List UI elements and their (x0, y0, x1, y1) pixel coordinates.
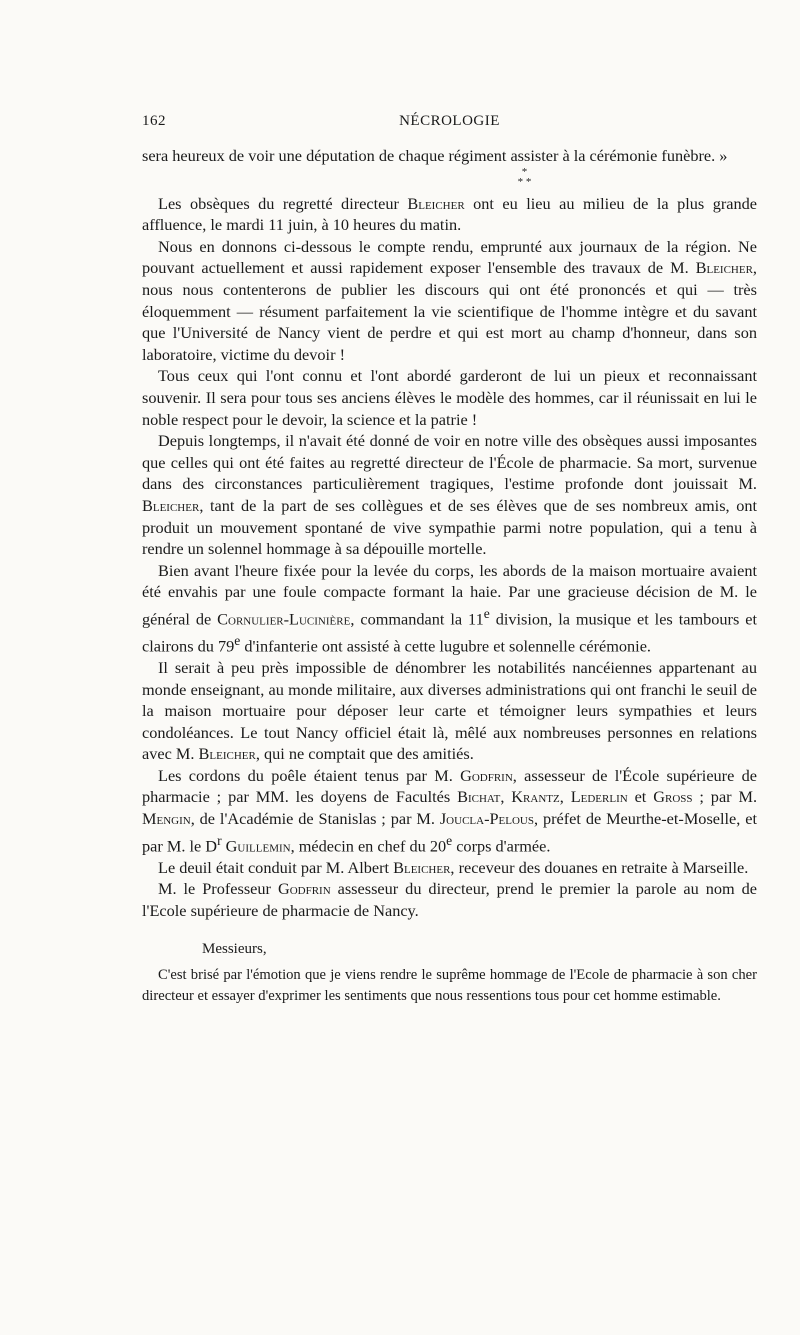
text-segment: , nous nous contenterons de publier les discours qui ont été prononcés et qui — très éloquemment — résument parfaitement la vie scientifique de l'homme intègre et du savant que l'Université de Nancy vient de perdre et qui est mort au champ d'honneur, dans son laboratoire, victime du devoir ! (142, 258, 757, 364)
text-segment: , assesseur de l'École supérieure de pharmacie ; par MM. les doyens de Facultés (142, 765, 757, 807)
paragraph-notabilites (142, 657, 757, 765)
name-mengin: Mengin (142, 809, 191, 829)
text-segment: sera heureux de voir une députation de chaque régiment assister à la cérémonie funèbre. » (142, 146, 728, 165)
text-segment: , receveur des douanes en retraite à Marseille. (450, 857, 749, 877)
text-segment: ont eu lieu au milieu de la plus grande affluence, le mardi 11 juin, à 10 heures du matin. (142, 193, 757, 235)
superscript: r (217, 832, 222, 848)
text-segment: M. le Professeur (158, 879, 278, 899)
text-segment: Le deuil était conduit par M. Albert (158, 857, 394, 877)
paragraph-continued (142, 145, 757, 167)
name-joucla-pelous: Joucla-Pelous (439, 809, 534, 829)
text-segment: Les obsèques du regretté directeur (158, 193, 408, 213)
name-lederlin: Lederlin (570, 787, 628, 807)
text-segment: division, la musique et les tambours et clairons du 79 (142, 609, 757, 656)
name-bleicher: Bleicher (407, 193, 465, 213)
text-segment: , tant de la part de ses collègues et de ses élèves que de ses nombreux amis, ont produit un mouvement spontané de vive sympathie parmi notre population, qui a tenu à rendre un solennel hommage à sa dépouille mortelle. (142, 495, 757, 559)
star-top: * (521, 165, 528, 178)
text-segment: Bien avant l'heure fixée pour la levée du corps, les abords de la maison mortuaire avaient été envahis par une foule compacte formant la haie. Par une gracieuse décision de M. le général de (142, 560, 757, 629)
name-godfrin: Godfrin (277, 879, 331, 899)
text-segment: Les cordons du poêle étaient tenus par M. (158, 765, 461, 785)
text-segment: , commandant la 11 (350, 609, 484, 629)
text-segment: Il serait à peu près impossible de dénombrer les notabilités nancéiennes appartenant au monde enseignant, au monde militaire, aux diverses administrations qui ont franchi le seuil de la maison mortuaire pour déposer leur carte et témoigner leurs sympathies et leurs condoléances. Le tout Nancy officiel était là, mêlé aux nombreuses personnes en relations avec M. (142, 657, 757, 764)
superscript: e (446, 832, 453, 848)
paragraph-souvenir (142, 365, 757, 430)
name-cornulier: Cornulier-Lucinière (217, 609, 351, 629)
text-segment: , (559, 787, 571, 807)
star-bottom: * * (517, 175, 532, 188)
paragraph-compte-rendu (142, 236, 757, 366)
paragraph-imposantes (142, 430, 757, 560)
paragraph-deuil (142, 857, 757, 879)
superscript: e (234, 632, 241, 648)
superscript: e (483, 605, 490, 621)
text-segment: ; par M. (692, 787, 758, 807)
section-separator-stars (142, 167, 757, 189)
running-title: NÉCROLOGIE (399, 113, 500, 129)
paragraph-cordons (142, 765, 757, 857)
name-bleicher: Bleicher (393, 857, 451, 877)
name-bleicher: Bleicher (142, 495, 200, 515)
text-segment: Depuis longtemps, il n'avait été donné de voir en notre ville des obsèques aussi imposantes que celles qui ont été faites au regretté directeur de l'École de pharmacie. Sa mort, survenue dans des circonstances particulièrement tragiques, l'estime profonde dont jouissait M. (142, 431, 757, 494)
page-number: 162 (142, 113, 166, 129)
text-segment: , (500, 787, 512, 807)
name-godfrin: Godfrin (460, 765, 513, 785)
body-text (142, 145, 757, 1006)
name-bichat: Bichat (457, 787, 501, 807)
text-segment: et (627, 787, 654, 807)
text-segment: , qui ne comptait que des amitiés. (255, 744, 474, 764)
text-segment: , préfet de Meurthe-et-Moselle, et par M. le D (142, 809, 757, 856)
paragraph-obseques (142, 193, 757, 236)
speech-salutation: Messieurs, (202, 941, 267, 958)
text-segment: Nous en donnons ci-dessous le compte rendu, emprunté aux journaux de la région. Ne pouvant actuellement et aussi rapidement exposer l'ensemble des travaux de M. (142, 236, 757, 278)
name-krantz: Krantz (511, 787, 560, 807)
speech-text (142, 965, 757, 1006)
paragraph-godfrin-parole (142, 878, 757, 921)
text-segment: Tous ceux qui l'ont connu et l'ont abordé garderont de lui un pieux et reconnaissant souvenir. Il sera pour tous ses anciens élèves le modèle des hommes, car il réunissait en lui le noble respect pour le devoir, la science et la patrie ! (142, 366, 757, 429)
speech-paragraph: C'est brisé par l'émotion que je viens rendre le suprême hommage de l'Ecole de pharmacie à son cher directeur et essayer d'exprimer les sentiments que nous ressentions tous pour cet homme estimable. (142, 967, 757, 1004)
text-segment: assesseur du directeur, prend le premier la parole au nom de l'Ecole supérieure de pharmacie de Nancy. (142, 879, 758, 920)
text-segment: , médecin en chef du 20 (290, 836, 447, 856)
text-segment: d'infanterie ont assisté à cette lugubre et solennelle cérémonie. (240, 636, 651, 656)
name-gross: Gross (653, 787, 693, 807)
name-guillemin: Guillemin (225, 836, 291, 856)
name-bleicher: Bleicher (198, 744, 256, 764)
text-segment: , de l'Académie de Stanislas ; par M. (190, 809, 440, 829)
name-bleicher: Bleicher (695, 258, 753, 278)
text-segment: corps d'armée. (452, 836, 551, 856)
paragraph-levee-du-corps (142, 560, 757, 657)
